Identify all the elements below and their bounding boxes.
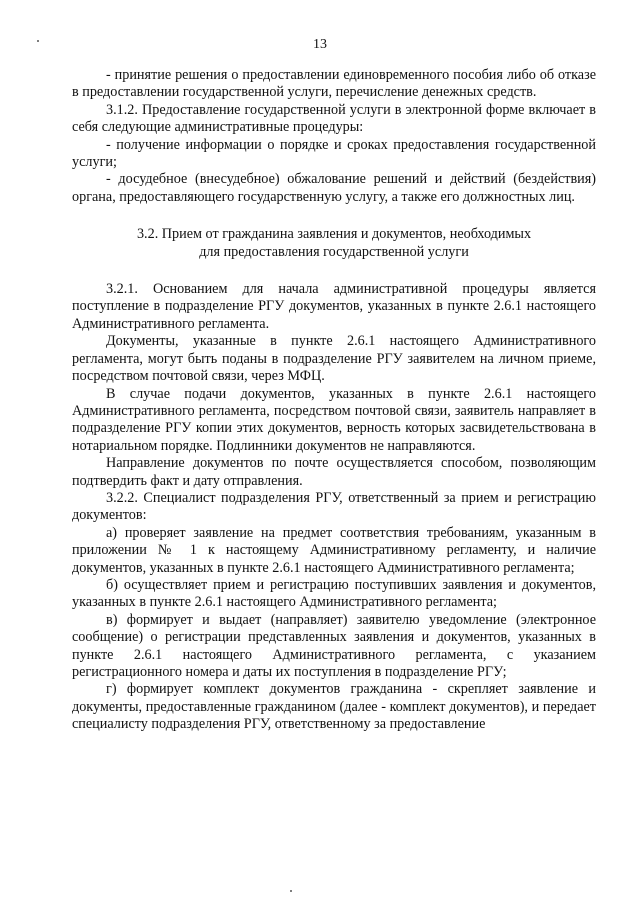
list-item-g: г) формирует комплект документов гражданина - скрепляет заявление и документы, предоставленные гражданином (далее - комплект документов), и передает специалисту подразделения РГУ, ответственному за предоставление xyxy=(72,681,596,733)
paragraph-documents: Документы, указанные в пункте 2.6.1 настоящего Административного регламента, могут быть поданы в подразделение РГУ заявителем на личном приеме, посредством почтовой связи, через МФЦ. xyxy=(72,333,596,385)
list-item-a: а) проверяет заявление на предмет соответствия требованиям, указанным в приложении № 1 к настоящему Административному регламенту, и наличие документов, указанных в пункте 2.6.1 настоящего Административного регламента; xyxy=(72,524,596,576)
paragraph-mailing: Направление документов по почте осуществляется способом, позволяющим подтвердить факт и дату отправления. xyxy=(72,455,596,489)
document-body xyxy=(72,67,596,734)
paragraph-3-1-2: 3.1.2. Предоставление государственной услуги в электронной форме включает в себя следующие административные процедуры: xyxy=(72,101,596,136)
section-heading-line-2: для предоставления государственной услуги xyxy=(199,243,469,260)
spacer xyxy=(72,206,596,226)
section-heading xyxy=(72,226,596,261)
paragraph-postal: В случае подачи документов, указанных в пункте 2.6.1 настоящего Административного регламента, посредством почтовой связи, заявитель направляет в подразделение РГУ копии этих документов, верность которых засвидетельствована в нотариальном порядке. Подлинники документов не направляются. xyxy=(72,385,596,454)
list-item-b: б) осуществляет прием и регистрацию поступивших заявления и документов, указанных в пункте 2.6.1 настоящего Административного регламента; xyxy=(72,576,596,611)
spacer xyxy=(72,261,596,281)
section-heading-line-1: 3.2. Прием от гражданина заявления и документов, необходимых xyxy=(136,226,532,243)
paragraph-3-2-2: 3.2.2. Специалист подразделения РГУ, ответственный за прием и регистрацию документов: xyxy=(72,489,596,524)
list-item-v: в) формирует и выдает (направляет) заявителю уведомление (электронное сообщение) о регистрации представленных заявления и документов, указанных в пункте 2.6.1 настоящего Административного регламента, с указанием регистрационного номера и даты их поступления в подразделение РГУ; xyxy=(72,611,596,680)
scan-speck xyxy=(290,890,292,892)
paragraph-appeal-item: - досудебное (внесудебное) обжалование решений и действий (бездействия) органа, предоставляющего государственную услугу, а также его должностных лиц. xyxy=(72,171,596,205)
paragraph-decision: - принятие решения о предоставлении единовременного пособия либо об отказе в предоставлении государственной услуги, перечисление денежных средств. xyxy=(72,67,596,101)
page-number: 13 xyxy=(313,37,327,52)
paragraph-3-2-1: 3.2.1. Основанием для начала административной процедуры является поступление в подразделение РГУ документов, указанных в пункте 2.6.1 настоящего Административного регламента. xyxy=(72,281,596,332)
scan-speck xyxy=(37,40,39,42)
paragraph-info-item: - получение информации о порядке и сроках предоставления государственной услуги; xyxy=(72,136,596,171)
